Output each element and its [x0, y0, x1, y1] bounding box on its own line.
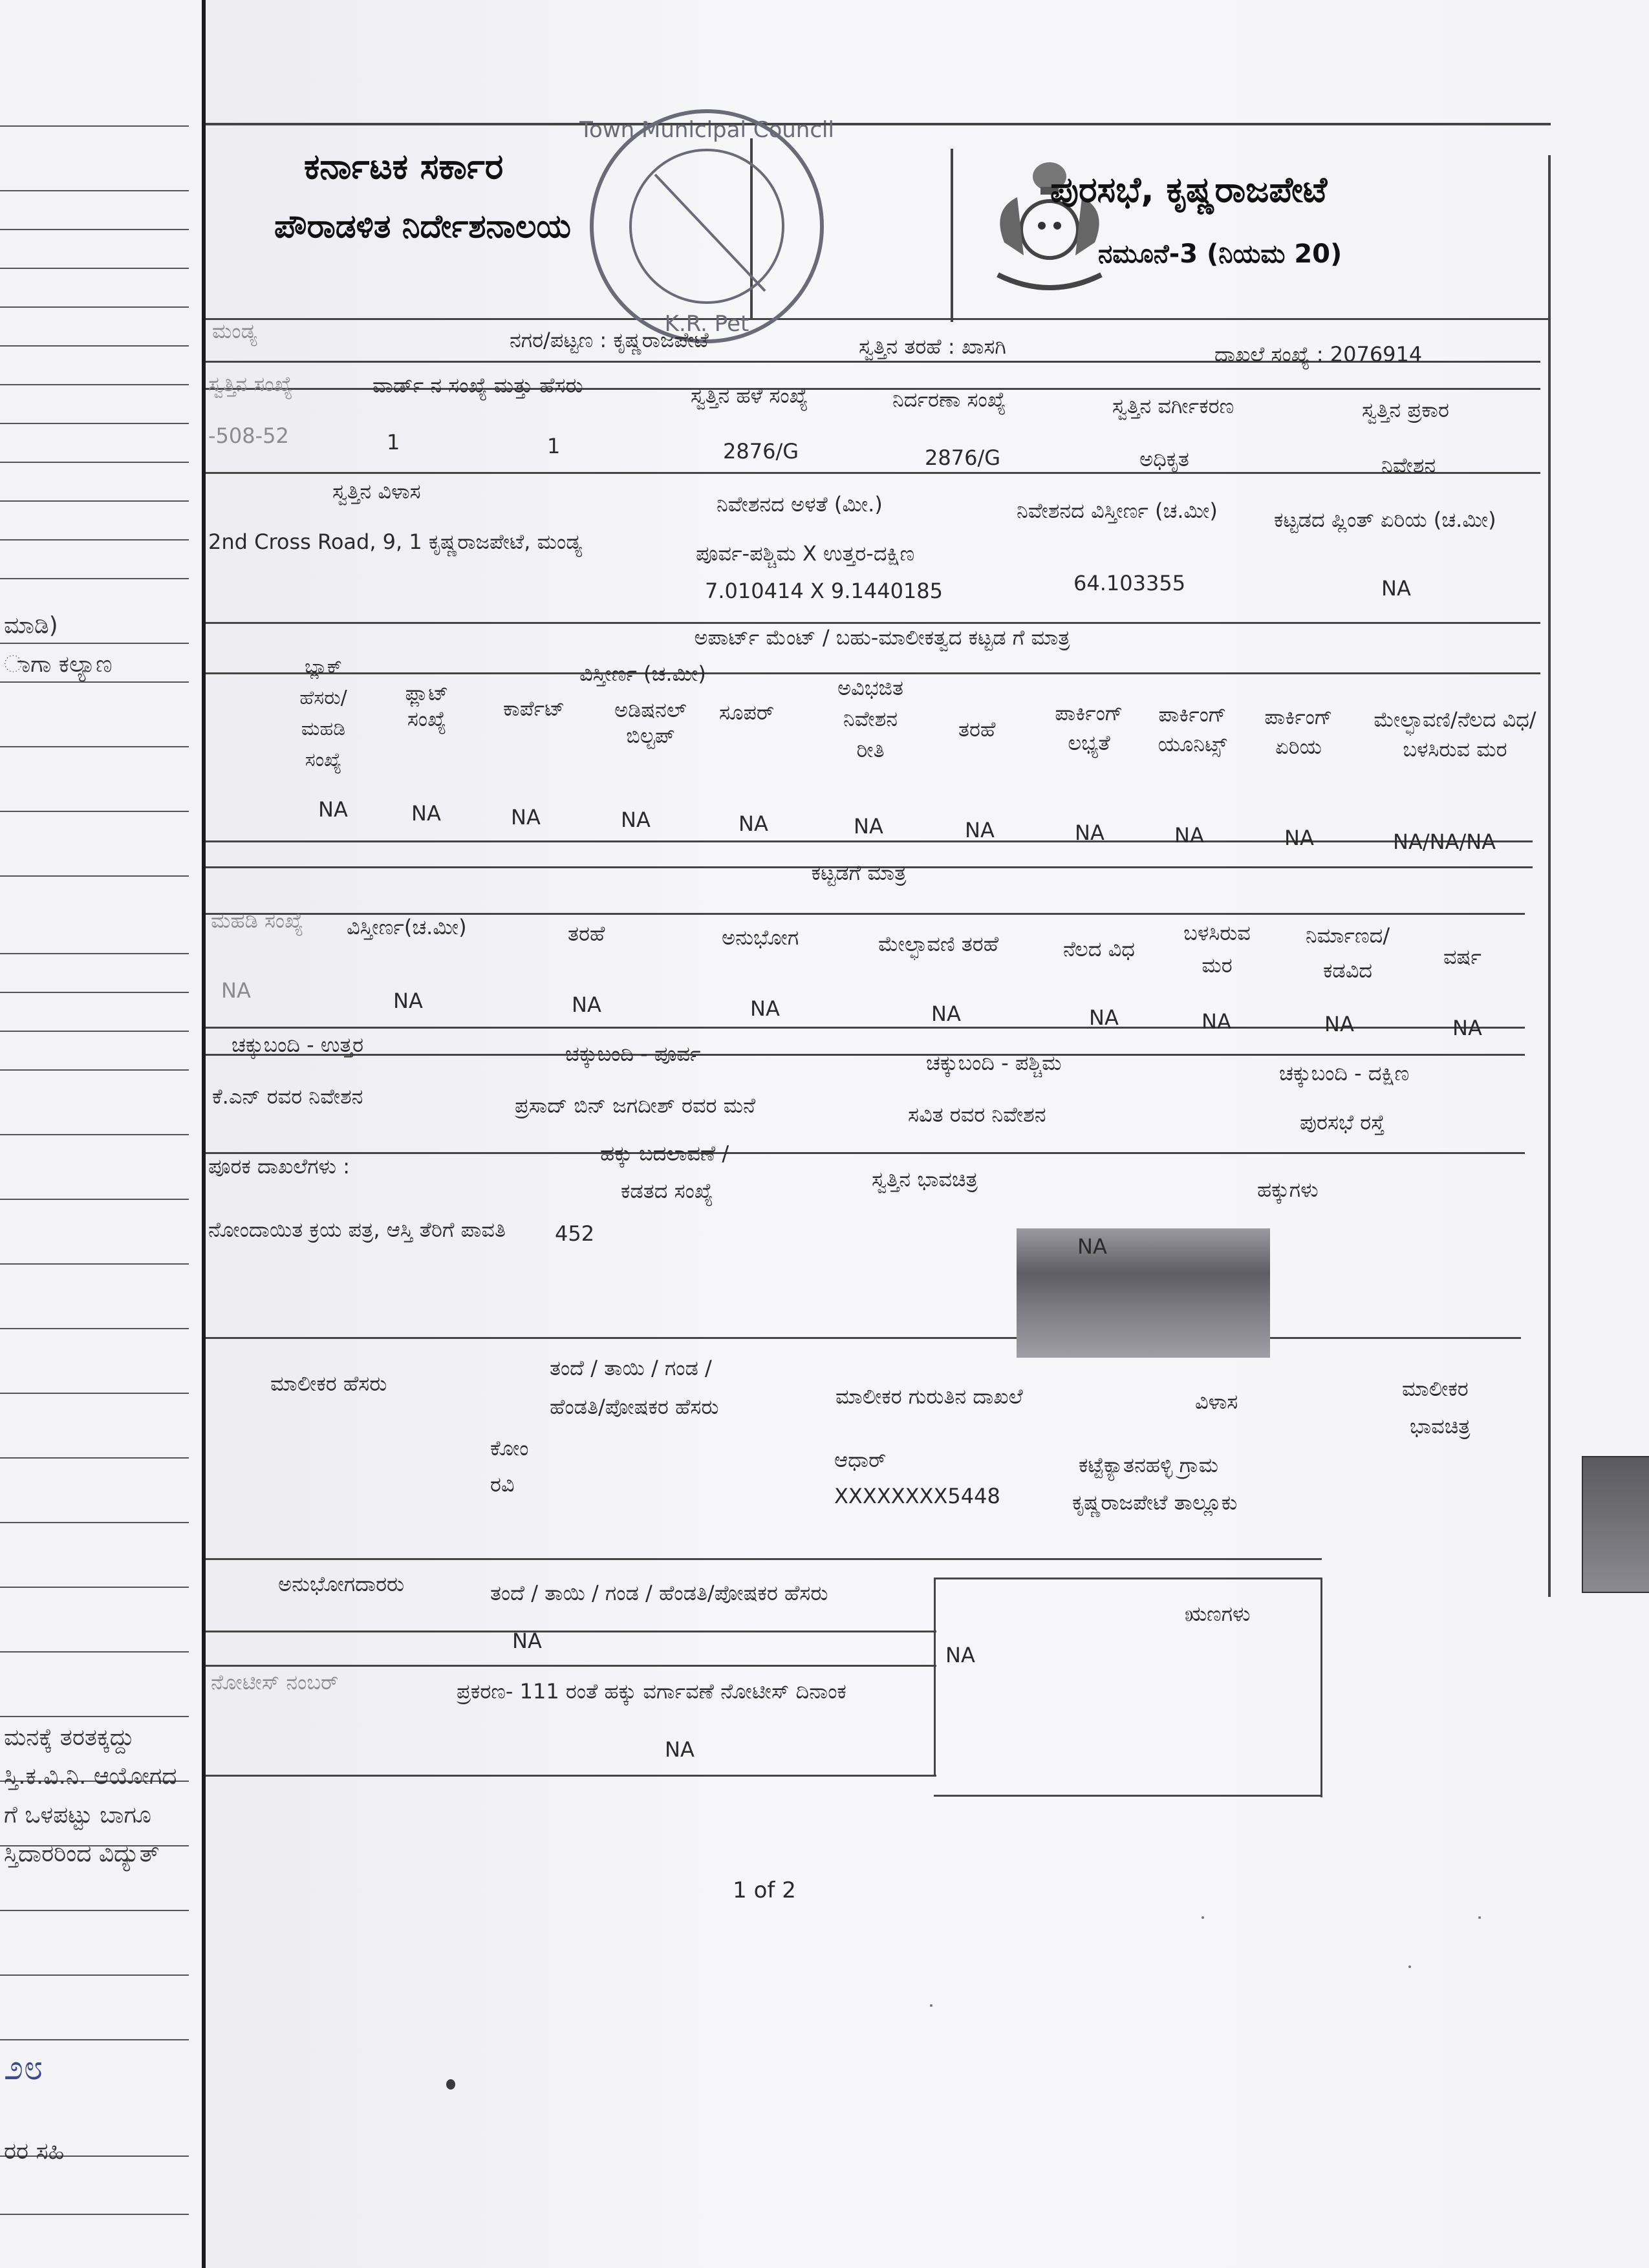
building-value: NA — [1202, 1009, 1231, 1034]
header-carpet: ಕಾರ್ಪೆಟ್ — [503, 696, 565, 721]
underlay-text: ಮಾಡಿ) — [0, 608, 189, 644]
town-label: ನಗರ/ಪಟ್ಟಣ : ಕೃಷ್ಣರಾಜಪೇಟೆ — [510, 328, 709, 352]
underlay-text: ಗೆ ಒಳಪಟ್ಟು ಬಾಗೂ — [4, 1802, 151, 1828]
ward-number-value: 1 — [387, 430, 400, 455]
property-kind-value: ನಿವೇಶನ — [1381, 453, 1436, 478]
mutation-label: ಹಕ್ಕು ಬದಲಾವಣೆ / — [600, 1141, 729, 1166]
apartment-value: NA — [854, 814, 883, 839]
header-block-floor: ಬ್ಲಾಕ್ ಹೆಸರು/ ಮಹಡಿ ಸಂಖ್ಯೆ — [299, 656, 347, 771]
dimension-label: ಪೂರ್ವ-ಪಶ್ಚಿಮ X ಉತ್ತರ-ದಕ್ಷಿಣ — [696, 541, 915, 566]
header-wood-used: ಬಳಸಿರುವ ಮರ — [1183, 921, 1251, 978]
header-usage: ಅನುಭೋಗ — [722, 925, 799, 950]
classification-value: ಅಧಿಕೃತ — [1139, 447, 1189, 471]
owner-address-line-1: ಕಟ್ಟೆಕ್ಯಾತನಹಳ್ಳಿ ಗ್ರಾಮ — [1079, 1453, 1219, 1477]
header-undivided: ಅವಿಭಜಿತ ನಿವೇಶನ ರೀತಿ — [837, 676, 904, 762]
header-parking-area: ಪಾರ್ಕಿಂಗ್ ಏರಿಯ — [1264, 705, 1333, 759]
underlay-text: ಾಗಾ ಕಲ್ಯಾಣ — [0, 647, 189, 683]
rule — [206, 1631, 936, 1632]
apartment-value: NA — [318, 797, 348, 822]
rule — [206, 1054, 1525, 1056]
boundary-north-label: ಚಕ್ಕುಬಂದಿ - ಉತ್ತರ — [232, 1032, 364, 1057]
header-parking-availability: ಪಾರ್ಕಿಂಗ್ ಲಭ್ಯತೆ — [1055, 701, 1123, 755]
rule — [934, 1795, 1322, 1797]
directorate-title: ಪೌರಾಡಳಿತ ನಿರ್ದೇಶನಾಲಯ — [274, 208, 571, 245]
apartment-value: NA — [621, 808, 651, 832]
district-label: ಮಂಡ್ಯ — [212, 319, 257, 343]
header-floor-number: ಮಹಡಿ ಸಂಖ್ಯೆ — [211, 908, 304, 933]
building-value: NA — [1089, 1005, 1119, 1030]
rights-label: ಹಕ್ಕುಗಳು — [1257, 1177, 1319, 1202]
building-value: NA — [572, 992, 601, 1017]
boundary-south-value: ಪುರಸಭೆ ರಸ್ತೆ — [1300, 1110, 1385, 1135]
occupant-relation-label: ತಂದೆ / ತಾಯಿ / ಗಂಡ / ಹೆಂಡತಿ/ಪೋಷಕರ ಹೆಸರು — [490, 1581, 828, 1605]
header-old-number: ಸ್ವತ್ತಿನ ಹಳೆ ಸಂಖ್ಯೆ — [691, 383, 808, 408]
apartment-value: NA — [411, 801, 441, 826]
site-area-value: 64.103355 — [1073, 571, 1186, 595]
liabilities-value: NA — [945, 1643, 975, 1667]
owner-id-value: XXXXXXXX5448 — [834, 1484, 1000, 1508]
apartment-value: NA — [1284, 826, 1314, 850]
rule — [951, 149, 953, 322]
header-year: ವರ್ಷ — [1443, 945, 1482, 969]
rule — [206, 840, 1533, 842]
municipal-seal-stamp — [577, 103, 836, 349]
header-site-area: ನಿವೇಶನದ ವಿಸ್ತೀರ್ಣ (ಚ.ಮೀ) — [1017, 498, 1218, 523]
header-additional-builtup: ಅಡಿಷನಲ್ ಬಿಲ್ಟಪ್ — [614, 698, 687, 748]
apartment-value: NA — [965, 818, 995, 842]
header-roof-floor-wood: ಮೇಲ್ಛಾವಣಿ/ನೆಲದ ವಿಧ/ಬಳಸಿರುವ ಮರ — [1374, 707, 1536, 762]
speck — [1478, 1916, 1481, 1919]
rule — [206, 472, 1540, 474]
page-number: 1 of 2 — [733, 1878, 796, 1903]
notice-label: ಪ್ರಕರಣ- 111 ರಂತೆ ಹಕ್ಕು ವರ್ಗಾವಣೆ ನೋಟೀಸ್ ದಿನಾಂಕ — [457, 1679, 846, 1704]
speck — [1202, 1916, 1204, 1919]
plinth-area-value: NA — [1381, 576, 1411, 601]
supporting-documents-label: ಪೂರಕ ದಾಖಲೆಗಳು : — [208, 1154, 350, 1179]
header-property-kind: ಸ್ವತ್ತಿನ ಪ್ರಕಾರ — [1362, 398, 1449, 422]
property-photo-label: ಸ್ವತ್ತಿನ ಭಾವಚಿತ್ರ — [872, 1167, 978, 1192]
form-number: ನಮೂನೆ-3 (ನಿಯಮ 20) — [1098, 239, 1342, 269]
speck — [930, 2004, 932, 2007]
header-building-area: ವಿಸ್ತೀರ್ಣ(ಚ.ಮೀ) — [347, 915, 467, 939]
file-number-value: 452 — [555, 1221, 595, 1246]
rule — [206, 1152, 1525, 1154]
rule — [206, 1665, 936, 1667]
apartment-value: NA — [511, 805, 541, 829]
occupant-label: ಅನುಭೋಗದಾರರು — [278, 1572, 405, 1596]
notice-value: NA — [665, 1737, 695, 1762]
dimension-value: 7.010414 X 9.1440185 — [705, 579, 943, 603]
government-title: ಕರ್ನಾಟಕ ಸರ್ಕಾರ — [304, 146, 504, 187]
ward-name-value: 1 — [547, 434, 561, 458]
header-assessment-number: ನಿರ್ದರಣಾ ಸಂಖ್ಯೆ — [892, 387, 1006, 412]
header-apartment-type: ತರಹೆ — [958, 717, 996, 742]
property-photo — [1017, 1228, 1270, 1358]
owner-address-line-2: ಕೃಷ್ಣರಾಜಪೇಟೆ ತಾಲ್ಲೂಕು — [1072, 1490, 1238, 1515]
assessment-number-value: 2876/G — [925, 445, 1001, 470]
building-value: NA — [750, 996, 780, 1021]
building-value: NA — [931, 1001, 961, 1026]
apartment-value: NA/NA/NA — [1393, 829, 1496, 854]
supporting-document-item: ನೋಂದಾಯಿತ ಕ್ರಯ ಪತ್ರ, ಆಸ್ತಿ ತೆರಿಗೆ ಪಾವತಿ — [208, 1217, 506, 1242]
rule — [206, 123, 1551, 125]
apartment-section-title: ಅಪಾರ್ಟ್ ಮೆಂಟ್ / ಬಹು-ಮಾಲೀಕತ್ವದ ಕಟ್ಟಡ ಗೆ ಮಾತ್ರ — [694, 625, 1070, 650]
underlay-handwriting: ೨೮ — [4, 2049, 43, 2086]
header-floor-type: ನೆಲದ ವಿಧ — [1063, 937, 1135, 961]
apartment-value: NA — [738, 811, 768, 836]
owner-address-label: ವಿಳಾಸ — [1195, 1389, 1238, 1414]
underlay-text: ಮನಕ್ಕೆ ತರತಕ್ಕದ್ದು — [4, 1724, 135, 1751]
header-address: ಸ್ವತ್ತಿನ ವಿಳಾಸ — [332, 479, 421, 504]
header-ward: ವಾರ್ಡ್ ನ ಸಂಖ್ಯೆ ಮತ್ತು ಹೆಸರು — [372, 373, 583, 398]
owner-id-type: ಆಧಾರ್ — [834, 1448, 887, 1472]
seal-text-bottom: K.R. Pet — [664, 311, 749, 337]
rule — [206, 1558, 1322, 1560]
underlay-text: ಸ್ತಿದಾರರಿಂದ ವಿದ್ಯುತ್ — [4, 1841, 160, 1867]
apartment-value: NA — [1174, 823, 1204, 848]
seal-text-top: Town Municipal Council — [579, 117, 834, 143]
form-sheet — [206, 0, 1649, 2268]
header-roof-type: ಮೇಲ್ಛಾವಣಿ ತರಹೆ — [878, 932, 999, 956]
owner-id-label: ಮಾಲೀಕರ ಗುರುತಿನ ದಾಖಲೆ — [835, 1384, 1023, 1409]
boundary-south-label: ಚಕ್ಕುಬಂದಿ - ದಕ್ಷಿಣ — [1279, 1061, 1410, 1086]
building-value: NA — [393, 989, 423, 1013]
header-plinth-area: ಕಟ್ಟಡದ ಪ್ಲಿಂತ್ ಏರಿಯ (ಚ.ಮೀ) — [1274, 508, 1496, 532]
rights-value: NA — [1077, 1234, 1107, 1259]
building-value: NA — [1324, 1012, 1354, 1036]
header-super: ಸೂಪರ್ — [719, 700, 775, 725]
state-emblem-icon — [978, 145, 1121, 301]
rule — [206, 318, 1551, 320]
liabilities-label: ಋಣಗಳು — [1185, 1601, 1251, 1626]
header-site-dimensions: ನಿವೇಶನದ ಅಳತೆ (ಮೀ.) — [717, 492, 883, 517]
rule — [934, 1578, 936, 1777]
occupant-relation-value: NA — [512, 1629, 542, 1653]
owner-photo — [1582, 1456, 1649, 1593]
rule — [934, 1578, 1322, 1579]
notice-number-label: ನೋಟೀಸ್ ನಂಬರ್ — [211, 1670, 339, 1695]
header-building-type: ತರಹೆ — [568, 921, 605, 946]
entry-number: ದಾಖಲೆ ಸಂಖ್ಯೆ : 2076914 — [1214, 342, 1423, 367]
property-number-value: -508-52 — [208, 423, 289, 448]
file-number-label: ಕಡತದ ಸಂಖ್ಯೆ — [621, 1179, 713, 1203]
header-property-number: ಸ್ವತ್ತಿನ ಸಂಖ್ಯೆ — [208, 372, 293, 396]
rule — [1320, 1578, 1322, 1797]
owner-photo-label: ಮಾಲೀಕರ — [1402, 1376, 1469, 1401]
owner-name-label: ಮಾಲೀಕರ ಹೆಸರು — [270, 1371, 387, 1396]
rule — [206, 1775, 936, 1777]
building-value: NA — [1452, 1016, 1482, 1040]
address-value: 2nd Cross Road, 9, 1 ಕೃಷ್ಣರಾಜಪೇಟೆ, ಮಂಡ್ಯ — [208, 530, 583, 554]
speck — [1408, 1965, 1411, 1968]
relation-type: ಕೋಂ — [490, 1436, 529, 1460]
boundary-west-value: ಸವಿತ ರವರ ನಿವೇಶನ — [908, 1102, 1046, 1127]
header-flat-number: ಫ್ಲಾಟ್ ಸಂಖ್ಯೆ — [405, 681, 449, 731]
header-parking-units: ಪಾರ್ಕಿಂಗ್ ಯೂನಿಟ್ಸ್ — [1158, 702, 1227, 756]
speck — [446, 2079, 455, 2090]
relation-name: ರವಿ — [490, 1472, 515, 1497]
header-classification: ಸ್ವತ್ತಿನ ವರ್ಗೀಕರಣ — [1112, 394, 1234, 418]
rule — [1548, 155, 1551, 1597]
header-area-group: ವಿಸ್ತೀರ್ಣ (ಚ.ಮೀ) — [579, 661, 706, 686]
underlying-page — [0, 0, 206, 2268]
building-section-title: ಕಟ್ಟಡಗೆ ಮಾತ್ರ — [811, 861, 907, 885]
relation-label-2: ಹೆಂಡತಿ/ಪೋಷಕರ ಹೆಸರು — [550, 1395, 719, 1419]
municipality-title: ಪುರಸಭೆ, ಕೃಷ್ಣರಾಜಪೇಟೆ — [1050, 169, 1328, 210]
apartment-value: NA — [1075, 820, 1105, 845]
owner-photo-label-2: ಭಾವಚಿತ್ರ — [1410, 1414, 1471, 1439]
underlay-text: ರರ ಸಹಿ — [4, 2138, 65, 2165]
relation-label: ತಂದೆ / ತಾಯಿ / ಗಂಡ / — [550, 1356, 712, 1380]
rule — [206, 1337, 1521, 1339]
building-value: NA — [221, 978, 251, 1003]
boundary-north-value: ಕೆ.ಎನ್ ರವರ ನಿವೇಶನ — [212, 1084, 363, 1109]
boundary-east-label: ಚಕ್ಕುಬಂದಿ - ಪೂರ್ವ — [565, 1042, 701, 1066]
boundary-east-value: ಪ್ರಸಾದ್ ಬಿನ್ ಜಗದೀಶ್ ರವರ ಮನೆ — [515, 1093, 756, 1118]
header-construction: ನಿರ್ಮಾಣದ/ ಕಡವಿದ — [1305, 923, 1390, 983]
property-type: ಸ್ವತ್ತಿನ ತರಹೆ : ಖಾಸಗಿ — [859, 334, 1006, 359]
old-number-value: 2876/G — [723, 439, 799, 464]
underlay-text: ಸ್ತಿ.ಕ.ವಿ.ನಿ. ಆಯೋಗದ — [4, 1763, 177, 1790]
rule — [206, 622, 1540, 624]
boundary-west-label: ಚಕ್ಕುಬಂದಿ - ಪಶ್ಚಿಮ — [926, 1051, 1062, 1075]
